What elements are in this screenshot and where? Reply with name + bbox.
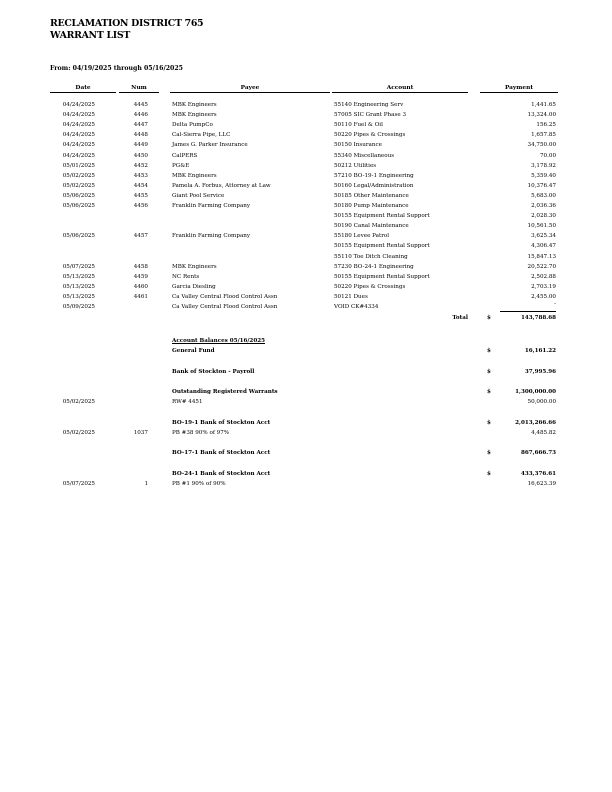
row-payment-dash: - bbox=[554, 301, 556, 307]
balance-num: 1037 bbox=[133, 430, 148, 436]
balance-row bbox=[0, 479, 612, 489]
row-payment: 2,036.36 bbox=[531, 203, 556, 209]
row-num: 4450 bbox=[133, 152, 148, 159]
row-num: 4455 bbox=[133, 192, 148, 199]
column-header-account: Account bbox=[332, 85, 468, 93]
row-num: 4454 bbox=[133, 182, 148, 189]
row-date: 05/01/2025 bbox=[62, 162, 95, 169]
table-row bbox=[0, 151, 612, 161]
table-row bbox=[0, 100, 612, 110]
row-payee: MBK Engineers bbox=[172, 112, 217, 119]
row-num: 4446 bbox=[133, 112, 148, 119]
row-payee: MBK Engineers bbox=[172, 102, 217, 108]
balance-label: Outstanding Registered Warrants bbox=[172, 389, 278, 395]
balance-label: BO-24-1 Bank of Stockton Acct bbox=[172, 471, 271, 477]
row-account: 50155 Equipment Rental Support bbox=[334, 273, 430, 280]
row-payment: 3,625.34 bbox=[531, 233, 556, 240]
row-payment: 15,847.13 bbox=[527, 253, 556, 260]
balance-label: BO-17-1 Bank of Stockton Acct bbox=[172, 450, 271, 456]
row-num: 4448 bbox=[133, 132, 148, 139]
row-num: 4452 bbox=[133, 162, 148, 169]
balance-date: 05/02/2025 bbox=[62, 430, 95, 436]
balance-num: 1 bbox=[144, 481, 148, 487]
row-account: 55140 Engineering Serv bbox=[334, 102, 404, 108]
row-account: 55110 Toe Ditch Cleaning bbox=[334, 253, 408, 260]
column-header-payment: Payment bbox=[480, 85, 558, 93]
row-num: 4458 bbox=[133, 263, 148, 270]
table-row bbox=[0, 282, 612, 292]
row-payee: Franklin Farming Company bbox=[172, 233, 251, 240]
table-row bbox=[0, 302, 612, 312]
row-num: 4460 bbox=[133, 283, 148, 290]
balance-label: BO-19-1 Bank of Stockton Acct bbox=[172, 420, 271, 426]
row-date: 05/06/2025 bbox=[62, 233, 95, 240]
balance-value: 37,995.96 bbox=[524, 369, 556, 375]
column-header-num: Num bbox=[119, 85, 159, 93]
row-payee: MBK Engineers bbox=[172, 263, 217, 270]
balance-currency: $ bbox=[487, 389, 491, 395]
row-payment: 2,703.19 bbox=[531, 283, 556, 290]
date-range: From: 04/19/2025 through 05/16/2025 bbox=[50, 65, 183, 72]
row-account: 50190 Canal Maintenance bbox=[334, 223, 409, 230]
row-num: 4461 bbox=[133, 293, 148, 300]
table-row bbox=[0, 171, 612, 181]
row-account: 50212 Utilities bbox=[334, 162, 377, 169]
column-header-payee: Payee bbox=[170, 85, 330, 93]
report-title: WARRANT LIST bbox=[50, 30, 130, 41]
row-payment: 1,657.85 bbox=[531, 132, 556, 139]
row-payment: 13,324.00 bbox=[527, 112, 556, 119]
table-row bbox=[0, 120, 612, 130]
row-account: VOID CK#4334 bbox=[334, 304, 379, 310]
balance-value: 50,000.00 bbox=[527, 399, 556, 405]
row-payment: 10,376.47 bbox=[527, 182, 556, 189]
row-payee: Franklin Farming Company bbox=[172, 203, 251, 209]
balance-date: 05/02/2025 bbox=[62, 399, 95, 405]
table-row bbox=[0, 181, 612, 191]
balance-value: 16,161.22 bbox=[524, 348, 556, 354]
balance-row bbox=[0, 346, 612, 356]
row-date: 05/02/2025 bbox=[62, 172, 95, 179]
balance-currency: $ bbox=[487, 420, 491, 426]
row-payment: 156.25 bbox=[536, 122, 556, 129]
balance-value: 433,376.61 bbox=[520, 471, 556, 477]
balance-currency: $ bbox=[487, 369, 491, 375]
row-account: 50185 Other Maintenance bbox=[334, 192, 409, 199]
row-account: 50160 Legal/Administration bbox=[334, 182, 414, 189]
row-payee: Giant Pool Service bbox=[172, 192, 225, 199]
row-payment: 10,561.50 bbox=[527, 223, 556, 230]
table-row bbox=[0, 272, 612, 282]
row-payment: 2,028.30 bbox=[531, 213, 556, 220]
balances-heading: Account Balances 05/16/2025 bbox=[172, 338, 266, 344]
row-payment: 2,455.00 bbox=[531, 293, 556, 300]
row-payee: Delta PumpCo bbox=[172, 122, 213, 129]
balance-currency: $ bbox=[487, 471, 491, 477]
row-payee: Ca Valley Central Flood Control Assn bbox=[172, 304, 278, 310]
row-payee: James G. Parker Insurance bbox=[172, 142, 248, 149]
row-payee: PG&E bbox=[172, 162, 190, 169]
row-payee: Pamela A. Forbus, Attorney at Law bbox=[172, 182, 271, 189]
row-payment: 2,502.88 bbox=[531, 273, 556, 280]
balance-row bbox=[0, 469, 612, 479]
row-payment: 34,750.00 bbox=[527, 142, 556, 149]
row-payment: 3,178.92 bbox=[531, 162, 556, 169]
table-row bbox=[0, 231, 612, 241]
balance-value: 4,485.82 bbox=[531, 430, 556, 436]
row-date: 04/24/2025 bbox=[62, 112, 95, 119]
row-date: 04/24/2025 bbox=[62, 102, 95, 108]
row-num: 4449 bbox=[133, 142, 148, 149]
total-row bbox=[0, 313, 612, 323]
row-num: 4445 bbox=[133, 102, 148, 108]
total-underline bbox=[500, 311, 556, 312]
row-date: 05/06/2025 bbox=[62, 203, 95, 209]
total-currency: $ bbox=[487, 315, 491, 321]
row-payment: 1,441.65 bbox=[531, 102, 556, 108]
row-date: 05/13/2025 bbox=[62, 283, 95, 290]
row-date: 05/13/2025 bbox=[62, 293, 95, 300]
row-date: 05/06/2025 bbox=[62, 192, 95, 199]
balance-currency: $ bbox=[487, 348, 491, 354]
balance-label: PB #1 90% of 90% bbox=[172, 481, 226, 487]
row-date: 04/24/2025 bbox=[62, 122, 95, 129]
table-row bbox=[0, 161, 612, 171]
row-date: 05/07/2025 bbox=[62, 263, 95, 270]
row-payment: 4,306.47 bbox=[531, 243, 556, 250]
table-row bbox=[0, 211, 612, 221]
row-account: 50220 Pipes & Crossings bbox=[334, 132, 406, 139]
row-account: 57230 BO-24-1 Engineering bbox=[334, 263, 414, 270]
column-header-date: Date bbox=[50, 85, 116, 93]
row-payee: CalPERS bbox=[172, 152, 198, 159]
table-row bbox=[0, 191, 612, 201]
balance-row bbox=[0, 418, 612, 428]
row-payee: MBK Engineers bbox=[172, 172, 217, 179]
table-row bbox=[0, 221, 612, 231]
row-num: 4457 bbox=[133, 233, 148, 240]
row-date: 05/02/2025 bbox=[62, 182, 95, 189]
row-account: 50155 Equipment Rental Support bbox=[334, 243, 430, 250]
row-account: 50155 Equipment Rental Support bbox=[334, 213, 430, 220]
row-payee: Garcia Diesling bbox=[172, 283, 216, 290]
row-date: 04/24/2025 bbox=[62, 142, 95, 149]
table-row bbox=[0, 130, 612, 140]
row-account: 55340 Miscellaneous bbox=[334, 152, 395, 159]
balance-row bbox=[0, 428, 612, 438]
balance-value: 1,300,000.00 bbox=[515, 389, 556, 395]
row-num: 4459 bbox=[133, 273, 148, 280]
row-account: 50110 Fuel & Oil bbox=[334, 122, 383, 129]
balance-value: 16,623.39 bbox=[527, 481, 556, 487]
row-account: 57210 BO-19-1 Engineering bbox=[334, 172, 414, 179]
row-account: 57005 SIC Grant Phase 3 bbox=[334, 112, 406, 119]
row-account: 50150 Insurance bbox=[334, 142, 382, 149]
table-row bbox=[0, 252, 612, 262]
table-row bbox=[0, 140, 612, 150]
row-date: 04/24/2025 bbox=[62, 152, 95, 159]
balance-row bbox=[0, 367, 612, 377]
row-date: 04/24/2025 bbox=[62, 132, 95, 139]
row-date: 05/09/2025 bbox=[62, 304, 95, 310]
total-value: 143,788.68 bbox=[520, 315, 556, 321]
row-account: 55180 Levee Patrol bbox=[334, 233, 390, 240]
table-row bbox=[0, 241, 612, 251]
row-account: 50121 Dues bbox=[334, 293, 368, 300]
balance-row bbox=[0, 387, 612, 397]
row-payment: 5,359.40 bbox=[531, 172, 556, 179]
balance-label: Bank of Stockton - Payroll bbox=[172, 369, 255, 375]
balance-value: 867,666.73 bbox=[520, 450, 556, 456]
balance-row bbox=[0, 397, 612, 407]
table-row bbox=[0, 201, 612, 211]
row-payment: 5,683.00 bbox=[531, 192, 556, 199]
table-row bbox=[0, 262, 612, 272]
row-payee: Ca Valley Central Flood Control Assn bbox=[172, 293, 278, 300]
row-num: 4447 bbox=[133, 122, 148, 129]
district-name: RECLAMATION DISTRICT 765 bbox=[50, 18, 204, 29]
row-payment: 70.00 bbox=[539, 152, 556, 159]
balance-date: 05/07/2025 bbox=[62, 481, 95, 487]
row-num: 4456 bbox=[133, 203, 148, 209]
balance-row bbox=[0, 448, 612, 458]
row-date: 05/13/2025 bbox=[62, 273, 95, 280]
balance-value: 2,013,266.66 bbox=[515, 420, 556, 426]
balance-currency: $ bbox=[487, 450, 491, 456]
balance-label: PB #38 90% of 97% bbox=[172, 430, 230, 436]
row-account: 50180 Pump Maintenance bbox=[334, 203, 409, 209]
balance-label: RW# 4451 bbox=[172, 399, 203, 405]
row-num: 4453 bbox=[133, 172, 148, 179]
table-row bbox=[0, 110, 612, 120]
balance-label: General Fund bbox=[172, 348, 215, 354]
row-account: 50220 Pipes & Crossings bbox=[334, 283, 406, 290]
total-label: Total bbox=[452, 315, 468, 321]
row-payee: NC Rents bbox=[172, 273, 200, 280]
balances-heading-row bbox=[0, 336, 612, 346]
table-row bbox=[0, 292, 612, 302]
row-payee: Cal-Sierra Pipe, LLC bbox=[172, 132, 231, 139]
row-payment: 20,522.70 bbox=[527, 263, 556, 270]
